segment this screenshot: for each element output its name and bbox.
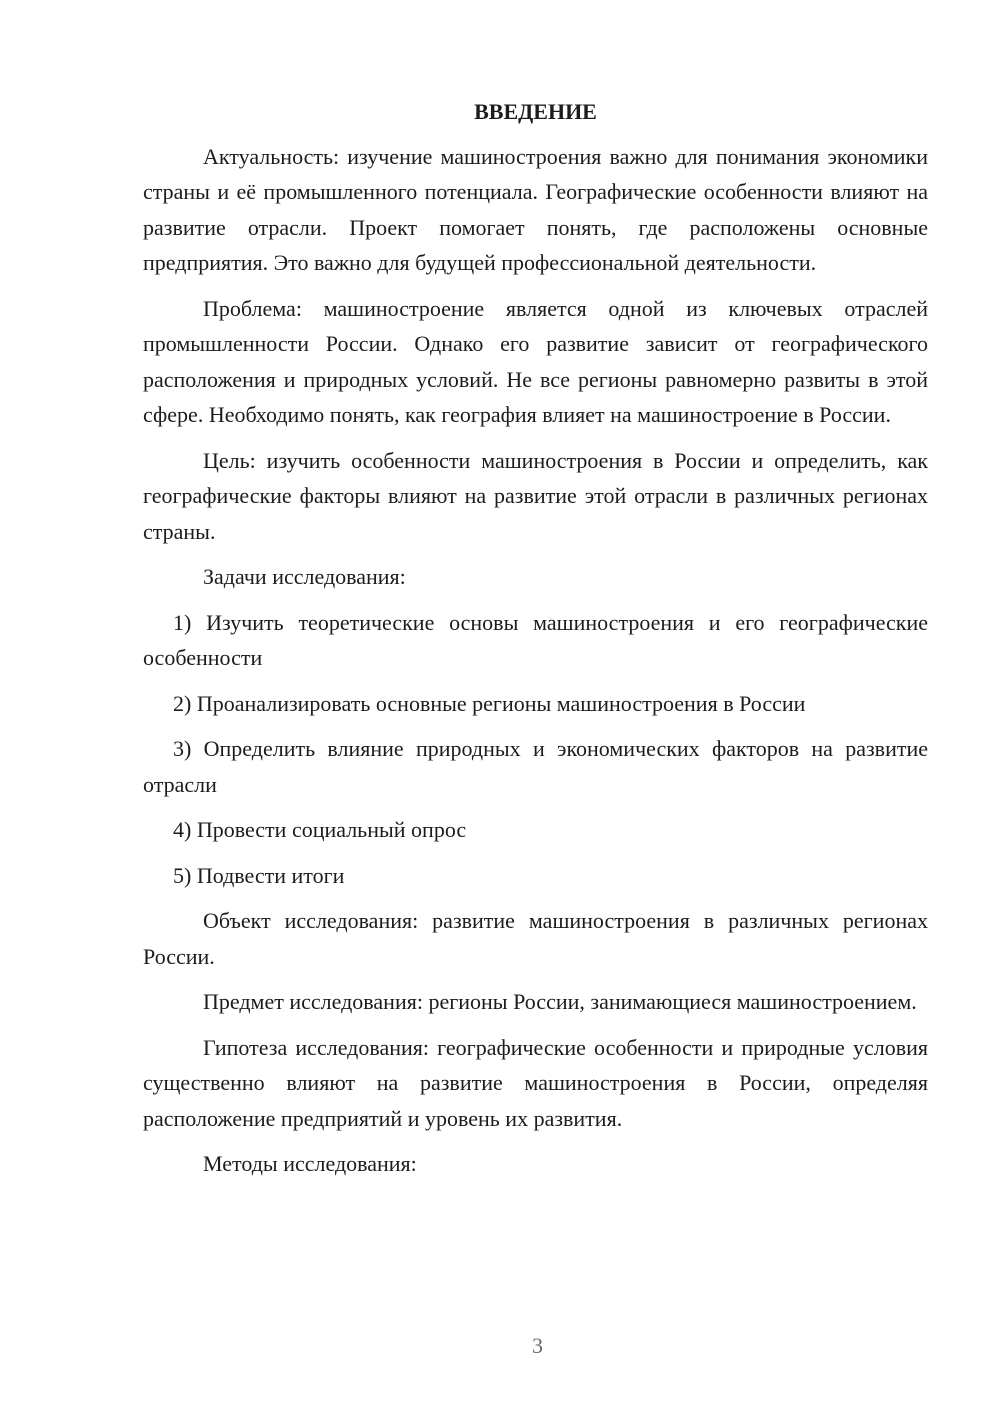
section-title: ВВЕДЕНИЕ bbox=[474, 99, 597, 124]
page-number: 3 bbox=[532, 1333, 543, 1358]
task-item-5: 5) Подвести итоги bbox=[173, 862, 345, 888]
task-item-3: 3) Определить влияние природных и экономических факторов на развитие отрасли bbox=[143, 736, 928, 797]
methods-heading: Методы исследования: bbox=[203, 1151, 417, 1176]
hypothesis-paragraph: Гипотеза исследования: географические особенности и природные условия существенно влияют на развитие машиностроения в России, определяя расположение предприятий и уровень их развития. bbox=[143, 1034, 928, 1131]
problem-paragraph: Проблема: машиностроение является одной из ключевых отраслей промышленности России. Однако его развитие зависит от географического расположения и природных условий. Не все регионы равномерно развиты в этой сфере. Необходимо понять, как география влияет на машиностроение в России. bbox=[143, 295, 928, 427]
subject-paragraph: Предмет исследования: регионы России, занимающиеся машиностроением. bbox=[203, 989, 917, 1014]
task-item-2: 2) Проанализировать основные регионы машиностроения в России bbox=[173, 690, 806, 716]
object-paragraph: Объект исследования: развитие машиностроения в различных регионах России. bbox=[143, 908, 928, 969]
goal-paragraph: Цель: изучить особенности машиностроения в России и определить, как географические факторы влияют на развитие этой отрасли в различных регионах страны. bbox=[143, 447, 928, 544]
task-item-1: 1) Изучить теоретические основы машиностроения и его географические особенности bbox=[143, 609, 928, 670]
tasks-heading: Задачи исследования: bbox=[203, 564, 406, 589]
relevance-paragraph: Актуальность: изучение машиностроения важно для понимания экономики страны и её промышленного потенциала. Географические особенности влияют на развитие отрасли. Проект помогает понять, где расположены основные предприятия. Это важно для будущей профессиональной деятельности. bbox=[143, 143, 928, 275]
task-item-4: 4) Провести социальный опрос bbox=[173, 817, 467, 842]
page-content bbox=[143, 94, 928, 1192]
